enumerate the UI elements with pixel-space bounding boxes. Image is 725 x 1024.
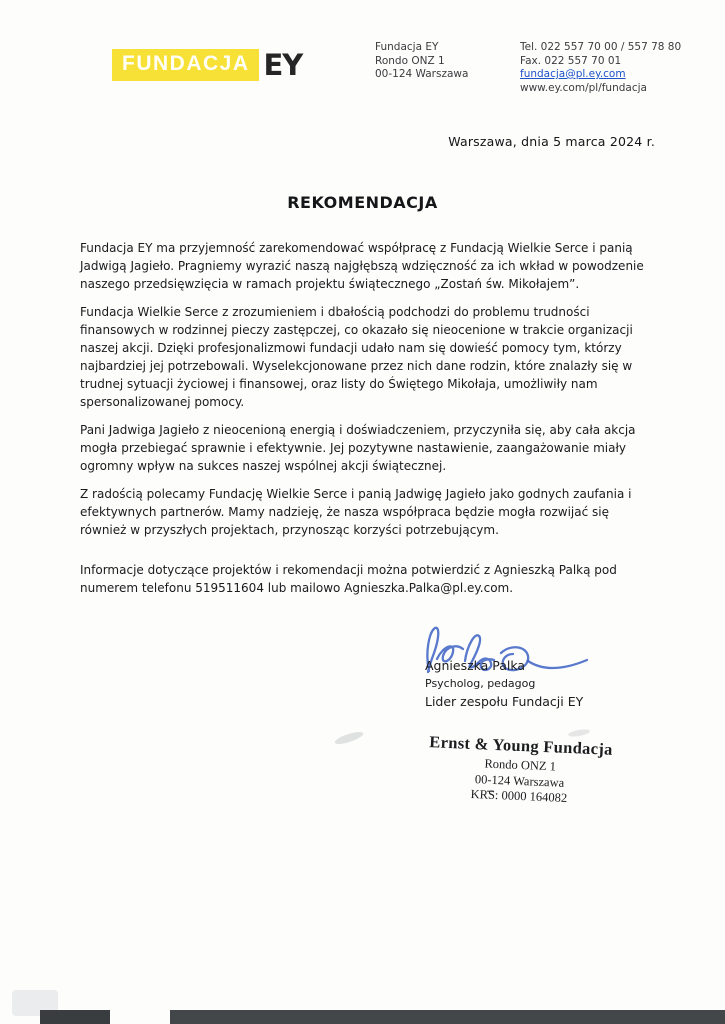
header-contact-block: [520, 41, 681, 95]
company-stamp: [404, 731, 637, 809]
scan-smudge: [568, 728, 591, 738]
signer-title: Lider zespołu Fundacji EY: [425, 694, 584, 709]
paragraph-recommendation: Z radością polecamy Fundację Wielkie Serce i panią Jadwigę Jagieło jako godnych zaufania i efektywnych partnerów. Mamy nadzieję, że nasza współpraca będzie mogła rozwijać się również w przyszłych projektach, przynosząc korzyści potrzebującym.: [80, 487, 632, 537]
document-title: REKOMENDACJA: [287, 193, 438, 212]
signer-name: Agnieszka Palka: [425, 658, 526, 673]
letter-body: [80, 239, 647, 607]
signature-block: [425, 658, 583, 709]
contact-website: www.ey.com/pl/fundacja: [520, 81, 647, 94]
scan-edge-bar-segment: [40, 1010, 110, 1024]
stamp-street: Rondo ONZ 1: [484, 756, 557, 774]
address-city: 00-124 Warszawa: [375, 68, 469, 80]
scan-edge-bar: [170, 1010, 725, 1024]
fundacja-ey-logo: [112, 49, 302, 81]
paragraph-contact-info: Informacje dotyczące projektów i rekomendacji można potwierdzić z Agnieszką Palką pod numerem telefonu 519511604 lub mailowo Agnieszka.Palka@pl.ey.com.: [80, 563, 617, 595]
stamp-city: 00-124 Warszawa: [474, 771, 565, 790]
address-org: Fundacja EY: [375, 41, 439, 53]
contact-tel: Tel. 022 557 70 00 / 557 78 80: [520, 41, 682, 53]
scan-smudge: [333, 730, 364, 747]
paragraph-foundation-merits: Fundacja Wielkie Serce z zrozumieniem i dbałością podchodzi do problemu trudności finansowych w rodzinnej pieczy zastępczej, co okazało się nieocenione w trakcie organizacji naszej akcji. Dzięki profesjonalizmowi fundacji udało nam się dowieść pomocy tym, którzy najbardziej jej potrzebowali. Wyselekcjonowane przez nich dane rodzin, które znalazły się w trudnej sytuacji życiowej i finansowej, oraz listy do Świętego Mikołaja, umożliwiły nam spersonalizowanej pomocy.: [80, 305, 633, 409]
logo-ey-text: EY: [263, 48, 303, 82]
stamp-krs: KRS: 0000 164082: [470, 786, 568, 805]
address-street: Rondo ONZ 1: [375, 54, 445, 67]
signer-role: Psycholog, pedagog: [425, 677, 536, 690]
stamp-org-name: Ernst & Young Fundacja: [429, 732, 614, 759]
paragraph-jadwiga-merits: Pani Jadwiga Jagieło z nieocenioną energią i doświadczeniem, przyczyniła się, aby cała akcja mogła przebiegać sprawnie i efektywnie. Jej pozytywne nastawienie, zaangażowanie miały ogromny wpływ na sukces naszej wspólnej akcji świątecznej.: [80, 423, 636, 473]
paragraph-introduction: Fundacja EY ma przyjemność zarekomendować współpracę z Fundacją Wielkie Serce i panią Jadwigą Jagieło. Pragniemy wyrazić naszą najgłębszą wdzięczność za ich wkład w powodzenie naszego przedsięwzięcia w ramach projektu świątecznego „Zostań św. Mikołajem”.: [80, 241, 644, 291]
contact-email-link[interactable]: fundacja@pl.ey.com: [520, 68, 626, 80]
contact-fax: Fax. 022 557 70 01: [520, 54, 622, 67]
date-line: Warszawa, dnia 5 marca 2024 r.: [448, 134, 655, 149]
header-address-block: [375, 41, 468, 82]
logo-fundacja-text: FUNDACJA: [112, 49, 259, 81]
